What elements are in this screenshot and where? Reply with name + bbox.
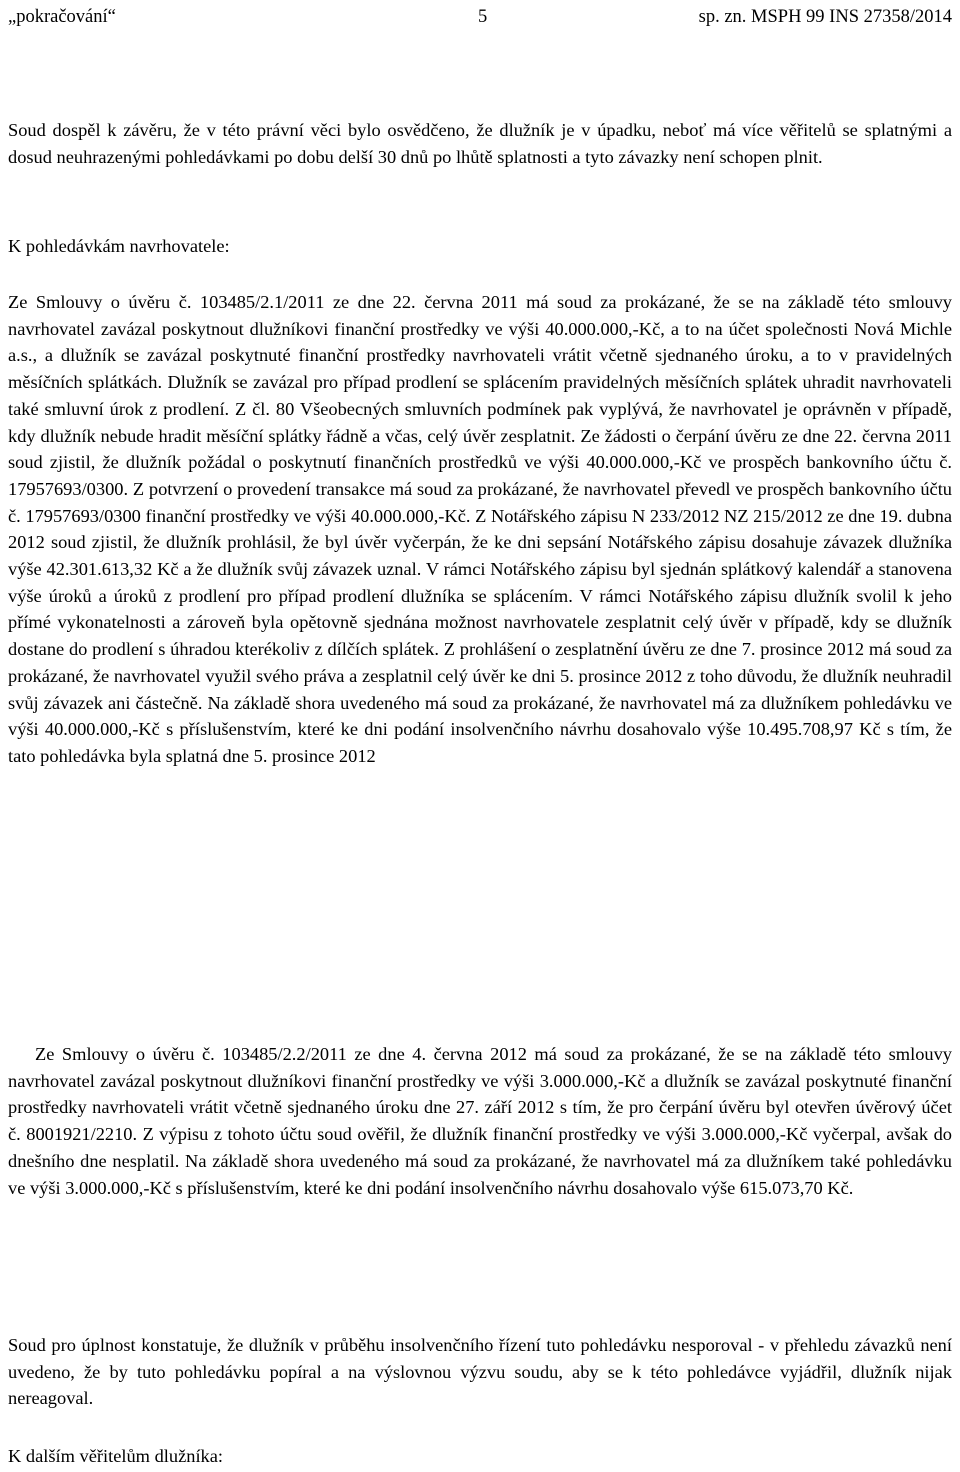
section-heading-petitioner-claims: K pohledávkám navrhovatele: <box>8 236 230 256</box>
page-number: 5 <box>478 7 488 27</box>
continuation-label: „pokračování“ <box>8 7 116 27</box>
paragraph-loan-agreement-2: Ze Smlouvy o úvěru č. 103485/2.2/2011 ze dne 4. června 2012 má soud za prokázané, že se na základě této smlouvy navrhovatel zavázal poskytnout dlužníkovi finanční prostředky ve výši 3.000.000,-Kč a dlužník se zavázal poskytnuté finanční prostředky navrhovateli vrátit včetně sjednaného úroku dne 27. září 2012 s tím, že pro čerpání úvěru byl otevřen úvěrový účet č. 8001921/2210. Z výpisu z tohoto účtu soud ověřil, že dlužník finanční prostředky ve výši 3.000.000,-Kč vyčerpal, avšak do dnešního dne nesplatil. Na základě shora uvedeného má soud za prokázané, že navrhovatel má za dlužníkem také pohledávku ve výši 3.000.000,-Kč s příslušenstvím, které ke dni podání insolvenčního návrhu dosahovalo výše 615.073,70 Kč. <box>8 1044 952 1198</box>
section-heading-other-creditors: K dalším věřitelům dlužníka: <box>8 1446 224 1466</box>
paragraph-completeness-note: Soud pro úplnost konstatuje, že dlužník v průběhu insolvenčního řízení tuto pohledávku nesporoval - v přehledu závazků není uvedeno, že by tuto pohledávku popíral a na výslovnou výzvu soudu, aby se k této pohledávce vyjádřil, dlužník nijak nereagoval. <box>8 1335 952 1409</box>
paragraph-loan-agreement-1: Ze Smlouvy o úvěru č. 103485/2.1/2011 ze dne 22. června 2011 má soud za prokázané, že se na základě této smlouvy navrhovatel zavázal poskytnout dlužníkovi finanční prostředky ve výši 40.000.000,-Kč, a to na účet společnosti Nová Michle a.s., a dlužník se zavázal poskytnuté finanční prostředky navrhovateli vrátit včetně sjednaného úroku, a to v pravidelných měsíčních splátkách. Dlužník se zavázal pro případ prodlení se splácením pravidelných měsíčních splátek uhradit navrhovateli také smluvní úrok z prodlení. Z čl. 80 Všeobecných smluvních podmínek pak vyplývá, že navrhovatel je oprávněn v případě, kdy dlužník nebude hradit měsíční splátky řádně a včas, celý úvěr zesplatnit. Ze žádosti o čerpání úvěru ze dne 22. června 2011 soud zjistil, že dlužník požádal o poskytnutí finančních prostředků ve výši 40.000.000,-Kč ve prospěch bankovního účtu č. 17957693/0300. Z potvrzení o provedení transakce má soud za prokázané, že navrhovatel převedl ve prospěch bankovního účtu č. 17957693/0300 finanční prostředky ve výši 40.000.000,-Kč. Z Notářského zápisu N 233/2012 NZ 215/2012 ze dne 19. dubna 2012 soud zjistil, že dlužník prohlásil, že byl úvěr vyčerpán, že ke dni sepsání Notářského zápisu dosahuje závazek dlužníka výše 42.301.613,32 Kč a že dlužník svůj závazek uznal. V rámci Notářského zápisu byl sjednán splátkový kalendář a stanovena výše úroků a úroků z prodlení pro případ prodlení dlužníka se splácením. V rámci Notářského zápisu dlužník svolil k jeho přímé vykonatelnosti a zároveň byla opětovně sjednána možnost navrhovatele zesplatnit celý úvěr v případě, kdy se dlužník dostane do prodlení s úhradou kterékoliv z dílčích splátek. Z prohlášení o zesplatnění úvěru ze dne 7. prosince 2012 má soud za prokázané, že navrhovatel využil svého práva a zesplatnil celý úvěr ke dni 5. prosince 2012 z toho důvodu, že dlužník neuhradil svůj závazek ani částečně. Na základě shora uvedeného má soud za prokázané, že navrhovatel má za dlužníkem pohledávku ve výši 40.000.000,-Kč s příslušenstvím, které ke dni podání insolvenčního návrhu dosahovalo výše 10.495.708,97 Kč s tím, že tato pohledávka byla splatná dne 5. prosince 2012 <box>8 292 952 766</box>
page-header <box>8 5 952 29</box>
paragraph-insolvency-conclusion: Soud dospěl k závěru, že v této právní věci bylo osvědčeno, že dlužník je v úpadku, neboť má více věřitelů se splatnými a dosud neuhrazenými pohledávkami po dobu delší 30 dnů po lhůtě splatnosti a tyto závazky není schopen plnit. <box>8 120 952 167</box>
case-reference: sp. zn. MSPH 99 INS 27358/2014 <box>698 7 952 27</box>
